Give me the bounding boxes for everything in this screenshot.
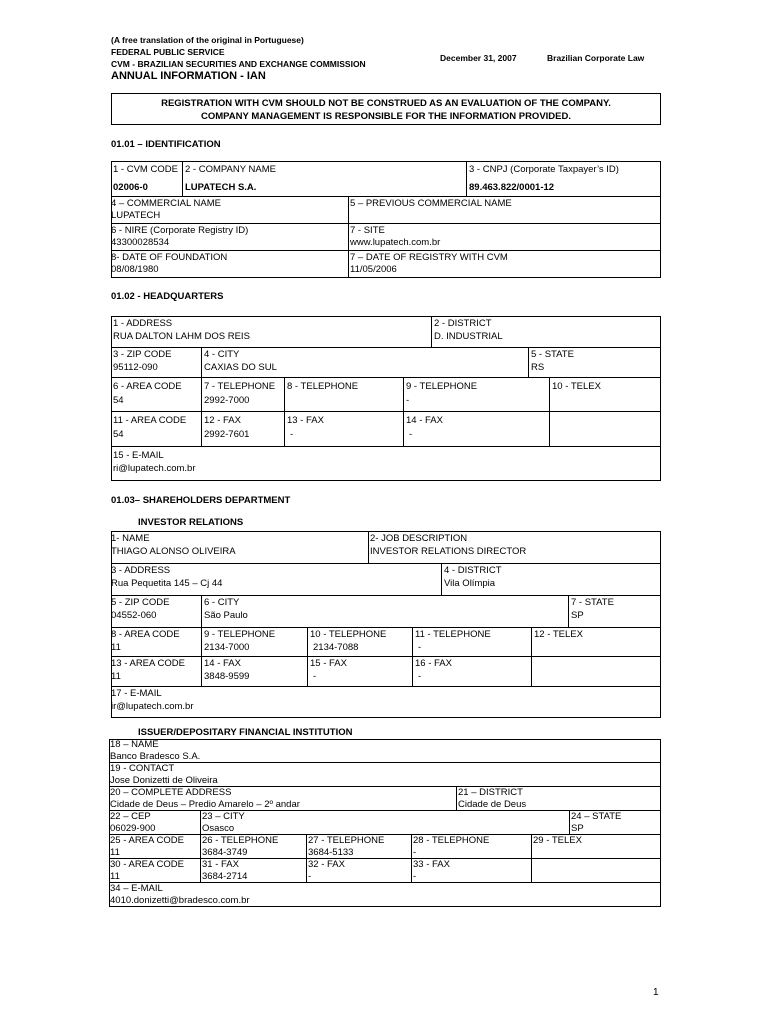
notice-line-1: REGISTRATION WITH CVM SHOULD NOT BE CONSTRUED AS AN EVALUATION OF THE COMPANY. (161, 98, 611, 109)
issuer-area-code-2-value: 11 (110, 871, 120, 882)
ir-fax-2-value: - (313, 671, 317, 682)
issuer-state-label: 24 – STATE (571, 811, 622, 822)
issuer-name-value: Banco Bradesco S.A. (110, 751, 201, 762)
section-headquarters-heading: 01.02 - HEADQUARTERS (111, 291, 224, 302)
hq-district-value: D. INDUSTRIAL (434, 331, 503, 342)
section-identification-heading: 01.01 – IDENTIFICATION (111, 139, 221, 150)
ir-telephone-3-value: - (418, 642, 422, 653)
issuer-area-code-label: 25 - AREA CODE (110, 835, 184, 846)
company-name-label: 2 - COMPANY NAME (185, 164, 276, 175)
ir-district-value: Vila Olímpia (444, 578, 496, 589)
hq-email-label: 15 - E-MAIL (113, 450, 164, 461)
foundation-value: 08/08/1980 (111, 264, 159, 275)
hq-zip-label: 3 - ZIP CODE (113, 349, 172, 360)
ir-fax-2-label: 15 - FAX (310, 658, 347, 669)
notice-line-2: COMPANY MANAGEMENT IS RESPONSIBLE FOR THE INFORMATION PROVIDED. (201, 111, 571, 122)
ir-telephone-3-label: 11 - TELEPHONE (415, 629, 491, 640)
law-type: Brazilian Corporate Law (547, 53, 645, 63)
issuer-email-label: 34 – E-MAIL (110, 883, 163, 894)
issuer-district-label: 21 – DISTRICT (458, 787, 523, 798)
ir-telephone-1-value: 2134-7000 (204, 642, 250, 653)
registry-value: 11/05/2006 (350, 264, 397, 275)
issuer-address-label: 20 – COMPLETE ADDRESS (110, 787, 232, 798)
issuer-fax-3-value: - (413, 871, 417, 882)
hq-city-value: CAXIAS DO SUL (204, 362, 277, 373)
cvm-code-label: 1 - CVM CODE (113, 164, 178, 175)
issuer-name-label: 18 – NAME (110, 739, 159, 750)
hq-state-label: 5 - STATE (531, 349, 574, 360)
issuer-telephone-2-value: 3684-5133 (308, 847, 354, 858)
ir-job-label: 2- JOB DESCRIPTION (370, 533, 468, 544)
hq-fax-3-label: 14 - FAX (406, 415, 443, 426)
nire-value: 43300028534 (111, 237, 170, 248)
previous-name-label: 5 – PREVIOUS COMMERCIAL NAME (350, 198, 512, 209)
agency-line-2: CVM - BRAZILIAN SECURITIES AND EXCHANGE COMMISSION (111, 59, 366, 69)
ir-area-code-2-label: 13 - AREA CODE (111, 658, 185, 669)
ir-fax-1-label: 14 - FAX (204, 658, 241, 669)
ir-city-value: São Paulo (204, 610, 248, 621)
issuer-cep-label: 22 – CEP (110, 811, 151, 822)
site-label: 7 - SITE (350, 225, 385, 236)
issuer-telex-label: 29 - TELEX (533, 835, 582, 846)
ir-city-label: 6 - CITY (204, 597, 240, 608)
issuer-state-value: SP (571, 823, 584, 834)
report-date: December 31, 2007 (440, 53, 517, 63)
ir-name-label: 1- NAME (111, 533, 150, 544)
issuer-telephone-2-label: 27 - TELEPHONE (308, 835, 385, 846)
issuer-telephone-1-label: 26 - TELEPHONE (202, 835, 279, 846)
notice-box (111, 93, 661, 125)
ir-area-code-label: 8 - AREA CODE (111, 629, 180, 640)
issuer-fax-2-label: 32 - FAX (308, 859, 345, 870)
issuer-district-value: Cidade de Deus (458, 799, 527, 810)
hq-area-code-2-label: 11 - AREA CODE (113, 415, 187, 426)
hq-telephone-1-value: 2992-7000 (204, 395, 250, 406)
nire-label: 6 - NIRE (Corporate Registry ID) (111, 225, 249, 236)
ir-state-label: 7 - STATE (571, 597, 614, 608)
hq-email-value: ri@lupatech.com.br (113, 463, 196, 474)
ir-telephone-2-label: 10 - TELEPHONE (310, 629, 387, 640)
agency-line-1: FEDERAL PUBLIC SERVICE (111, 47, 225, 57)
issuer-telephone-3-label: 28 - TELEPHONE (413, 835, 490, 846)
section-shareholders-heading: 01.03– SHAREHOLDERS DEPARTMENT (111, 495, 291, 506)
hq-fax-3-value: - (409, 429, 413, 440)
issuer-email-value: 4010.donizetti@bradesco.com.br (110, 895, 250, 906)
hq-telephone-1-label: 7 - TELEPHONE (204, 381, 276, 392)
hq-fax-2-value: - (290, 429, 294, 440)
issuer-contact-label: 19 - CONTACT (110, 763, 175, 774)
ir-area-code-2-value: 11 (111, 671, 121, 682)
issuer-fax-1-value: 3684-2714 (202, 871, 248, 882)
hq-state-value: RS (531, 362, 545, 373)
issuer-area-code-value: 11 (110, 847, 120, 858)
page-number: 1 (653, 987, 659, 998)
ir-zip-label: 5 - ZIP CODE (111, 597, 170, 608)
ir-state-value: SP (571, 610, 584, 621)
hq-address-label: 1 - ADDRESS (113, 318, 173, 329)
commercial-name-value: LUPATECH (111, 210, 161, 221)
ir-email-label: 17 - E-MAIL (111, 688, 162, 699)
cvm-code-value: 02006-0 (113, 182, 148, 193)
hq-zip-value: 95112-090 (113, 362, 158, 373)
ir-name-value: THIAGO ALONSO OLIVEIRA (111, 546, 236, 557)
issuer-telephone-1-value: 3684-3749 (202, 847, 248, 858)
issuer-city-label: 23 – CITY (202, 811, 245, 822)
hq-area-code-2-value: 54 (113, 429, 124, 440)
hq-district-label: 2 - DISTRICT (434, 318, 492, 329)
issuer-telephone-3-value: - (413, 847, 417, 858)
ir-job-value: INVESTOR RELATIONS DIRECTOR (370, 546, 527, 557)
issuer-fax-1-label: 31 - FAX (202, 859, 239, 870)
hq-fax-1-value: 2992-7601 (204, 429, 250, 440)
cnpj-value: 89.463.822/0001-12 (469, 182, 555, 193)
site-value: www.lupatech.com.br (350, 237, 441, 248)
hq-telephone-2-label: 8 - TELEPHONE (287, 381, 359, 392)
issuer-address-value: Cidade de Deus – Predio Amarelo – 2º andar (110, 799, 300, 810)
hq-address-value: RUA DALTON LAHM DOS REIS (113, 331, 250, 342)
investor-relations-heading: INVESTOR RELATIONS (138, 517, 244, 528)
ir-telephone-1-label: 9 - TELEPHONE (204, 629, 276, 640)
issuer-cep-value: 06029-900 (110, 823, 156, 834)
issuer-city-value: Osasco (202, 823, 235, 834)
ir-fax-3-label: 16 - FAX (415, 658, 452, 669)
cnpj-label: 3 - CNPJ (Corporate Taxpayer’s ID) (469, 164, 619, 175)
issuer-area-code-2-label: 30 - AREA CODE (110, 859, 184, 870)
ir-address-label: 3 - ADDRESS (111, 565, 171, 576)
registry-label: 7 – DATE OF REGISTRY WITH CVM (350, 252, 508, 263)
foundation-label: 8- DATE OF FOUNDATION (111, 252, 228, 263)
ir-telex-label: 12 - TELEX (534, 629, 583, 640)
issuer-contact-value: Jose Donizetti de Oliveira (110, 775, 218, 786)
hq-fax-1-label: 12 - FAX (204, 415, 241, 426)
ir-zip-value: 04552-060 (111, 610, 157, 621)
hq-telephone-3-value: - (406, 395, 410, 406)
ir-email-value: ir@lupatech.com.br (111, 701, 194, 712)
commercial-name-label: 4 – COMMERCIAL NAME (111, 198, 221, 209)
document-title: ANNUAL INFORMATION - IAN (111, 70, 266, 82)
ir-telephone-2-value: 2134-7088 (313, 642, 359, 653)
hq-telephone-3-label: 9 - TELEPHONE (406, 381, 478, 392)
ir-area-code-value: 11 (111, 642, 121, 653)
issuer-fax-3-label: 33 - FAX (413, 859, 450, 870)
ir-address-value: Rua Pequetita 145 – Cj 44 (111, 578, 223, 589)
translation-note: (A free translation of the original in Portuguese) (111, 35, 304, 45)
hq-telex-label: 10 - TELEX (552, 381, 601, 392)
ir-district-label: 4 - DISTRICT (444, 565, 502, 576)
ir-fax-3-value: - (418, 671, 422, 682)
hq-fax-2-label: 13 - FAX (287, 415, 324, 426)
hq-area-code-label: 6 - AREA CODE (113, 381, 182, 392)
issuer-heading: ISSUER/DEPOSITARY FINANCIAL INSTITUTION (138, 727, 353, 738)
hq-area-code-value: 54 (113, 395, 124, 406)
issuer-fax-2-value: - (308, 871, 312, 882)
company-name-value: LUPATECH S.A. (185, 182, 257, 193)
ir-fax-1-value: 3848-9599 (204, 671, 250, 682)
hq-city-label: 4 - CITY (204, 349, 240, 360)
